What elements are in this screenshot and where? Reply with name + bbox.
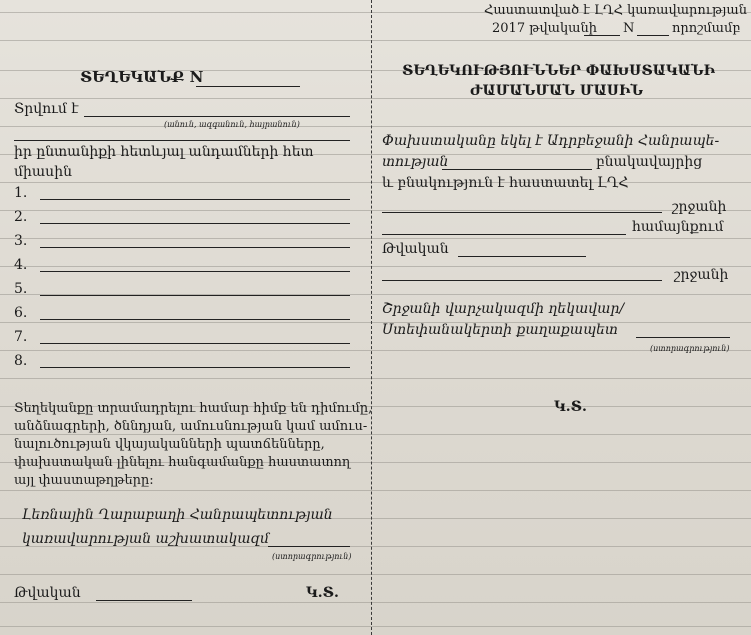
name-hint: (անուն, ազգանուն, հայրանուն): [164, 120, 300, 129]
member-number: 5.: [14, 281, 28, 297]
left-date-line[interactable]: [96, 600, 192, 601]
member-line-5[interactable]: [40, 295, 350, 296]
right-date-line[interactable]: [458, 256, 586, 257]
certificate-number-line[interactable]: [196, 86, 300, 87]
approval-day-line[interactable]: [584, 35, 620, 36]
region-label-2: շրջանի: [674, 267, 729, 283]
left-signature-line[interactable]: [268, 546, 350, 547]
arrived-line-2-prefix: տության: [382, 154, 449, 170]
issued-to-line-2[interactable]: [14, 140, 350, 141]
member-line-6[interactable]: [40, 319, 350, 320]
right-signature-line[interactable]: [636, 337, 730, 338]
head-line-2: Ստեփանակերտի քաղաքապետ: [382, 322, 618, 338]
member-line-8[interactable]: [40, 367, 350, 368]
member-number: 7.: [14, 329, 28, 345]
member-number: 3.: [14, 233, 28, 249]
purpose-line-4: փախստական լինելու հանգամանքը հաստատող: [14, 455, 351, 470]
member-line-7[interactable]: [40, 343, 350, 344]
member-number: 2.: [14, 209, 28, 225]
approval-number-line[interactable]: [637, 35, 669, 36]
member-line-2[interactable]: [40, 223, 350, 224]
authority-line-1: Լեռնային Ղարաբաղի Հանրապետության: [22, 507, 333, 523]
region-line-2[interactable]: [382, 280, 662, 281]
arrived-line-1: Փախստականը եկել է Ադրբեջանի Հանրապե-: [382, 133, 720, 149]
member-number: 1.: [14, 185, 28, 201]
member-line-1[interactable]: [40, 199, 350, 200]
left-seal-mark: Կ.Տ.: [306, 585, 339, 601]
issued-to-label: Տրվում է: [14, 101, 79, 117]
right-seal-mark: Կ.Տ.: [554, 399, 587, 415]
community-line[interactable]: [382, 234, 626, 235]
certificate-title: ՏԵՂԵԿԱՆՔ N: [80, 68, 204, 86]
approval-decision: որոշմամբ: [672, 21, 741, 36]
community-label: համայնքում: [632, 219, 724, 235]
right-date-label: Թվական: [382, 241, 449, 257]
arrived-line-2-suffix: բնակավայրից: [596, 154, 703, 170]
purpose-line-5: այլ փաստաթղթերը:: [14, 473, 154, 488]
certificate-stub: [14, 0, 373, 635]
member-number: 4.: [14, 257, 28, 273]
right-signature-hint: (ստորագրություն): [650, 344, 730, 353]
region-line[interactable]: [382, 212, 662, 213]
region-label: շրջանի: [672, 199, 727, 215]
authority-line-2: կառավարության աշխատակազմ: [22, 531, 270, 547]
head-line-1: Շրջանի վարչակազմի ղեկավար/: [382, 301, 625, 317]
purpose-line-3: նալուծության վկայականների պատճենները,: [14, 437, 325, 452]
left-date-label: Թվական: [14, 585, 81, 601]
right-title-line-2: ԺԱՄԱՆՄԱՆ ՄԱՍԻՆ: [470, 83, 643, 99]
refugee-arrival-info: [382, 0, 748, 635]
approval-year: 2017 թվականի: [492, 21, 598, 36]
issued-to-line[interactable]: [84, 116, 350, 117]
approval-n: N: [623, 21, 635, 36]
right-title-line-1: ՏԵՂԵԿՈՒԹՅՈՒՆՆԵՐ ՓԱԽՍՏԱԿԱՆԻ: [402, 63, 715, 79]
member-number: 8.: [14, 353, 28, 369]
member-line-4[interactable]: [40, 271, 350, 272]
arrived-line-3: և բնակություն է հաստատել ԼՂՀ: [382, 175, 629, 191]
left-signature-hint: (ստորագրություն): [272, 552, 352, 561]
tear-off-dashed-divider: [371, 0, 373, 635]
intro-line-2: միասին: [14, 164, 72, 180]
purpose-line-2: անձնագրերի, ծննդյան, ամուսնության կամ ամուս-: [14, 419, 368, 434]
member-number: 6.: [14, 305, 28, 321]
approval-header-line-1: Հաստատված է ԼՂՀ կառավարության: [484, 3, 748, 18]
intro-line-1: իր ընտանիքի հետևյալ անդամների հետ: [14, 144, 314, 160]
purpose-line-1: Տեղեկանքը տրամադրելու համար հիմք են դիմումը,: [14, 401, 373, 416]
member-line-3[interactable]: [40, 247, 350, 248]
origin-settlement-line[interactable]: [442, 169, 592, 170]
